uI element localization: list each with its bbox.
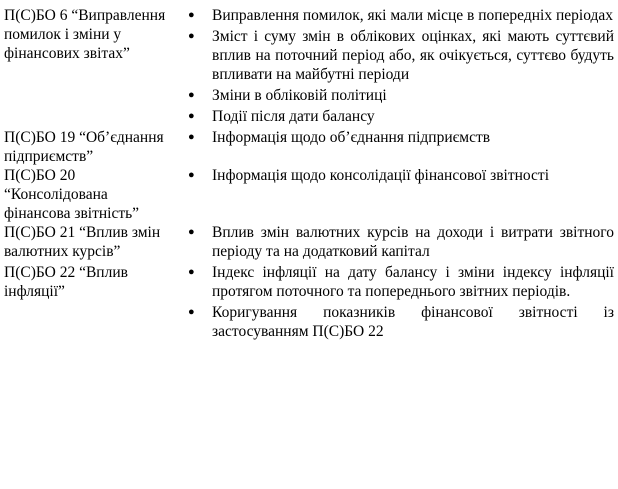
list-item [184, 128, 614, 147]
bullet-icon: ● [188, 131, 195, 143]
list-item [184, 27, 614, 84]
list-item [184, 223, 614, 261]
list-item [184, 303, 614, 341]
list-item-text: Події після дати балансу [212, 108, 375, 125]
table-row [4, 6, 614, 128]
list-item-text: Зміст і суму змін в облікових оцінках, які мають суттєвий вплив на поточний період або, як очікується, суттєво будуть впливати на майбутні періоди [212, 28, 614, 83]
standard-name: П(С)БО 20 “Консолідована фінансова звітність” [4, 167, 140, 222]
bullet-icon: ● [188, 169, 195, 181]
disclosure-list [184, 6, 614, 128]
standard-name: П(С)БО 22 “Вплив інфляції” [4, 264, 128, 300]
bullet-icon: ● [188, 306, 195, 318]
list-item-text: Вплив змін валютних курсів на доходи і витрати звітного періоду та на додатковий капітал [212, 224, 614, 260]
list-item-text: Інформація щодо консолідації фінансової звітності [212, 167, 550, 184]
list-item [184, 6, 614, 25]
standards-table [4, 6, 614, 343]
list-item [184, 166, 614, 185]
standard-name: П(С)БО 6 “Виправлення помилок і зміни у фінансових звітах” [4, 7, 166, 62]
bullet-icon: ● [188, 89, 195, 101]
list-item-text: Виправлення помилок, які мали місце в попередніх періодах [212, 7, 614, 24]
bullet-icon: ● [188, 266, 195, 278]
bullet-icon: ● [188, 30, 195, 42]
disclosure-list [184, 263, 614, 343]
table-row [4, 263, 614, 343]
table-row [4, 128, 614, 166]
disclosure-list [184, 128, 614, 149]
list-item [184, 107, 614, 126]
bullet-icon: ● [188, 226, 195, 238]
standard-name: П(С)БО 19 “Об’єднання підприємств” [4, 129, 164, 165]
list-item-text: Індекс інфляції на дату балансу і зміни індексу інфляції протягом поточного та попереднього звітних періодів. [212, 264, 614, 300]
list-item [184, 86, 614, 105]
list-item-text: Інформація щодо об’єднання підприємств [212, 129, 491, 146]
bullet-icon: ● [188, 9, 195, 21]
disclosure-list [184, 223, 614, 263]
table-row [4, 223, 614, 263]
bullet-icon: ● [188, 110, 195, 122]
disclosure-list [184, 166, 614, 187]
list-item-text: Зміни в обліковій політиці [212, 87, 387, 104]
list-item-text: Коригування показників фінансової звітності із застосуванням П(С)БО 22 [212, 304, 614, 340]
list-item [184, 263, 614, 301]
standard-name: П(С)БО 21 “Вплив змін валютних курсів” [4, 224, 161, 260]
table-row [4, 166, 614, 223]
